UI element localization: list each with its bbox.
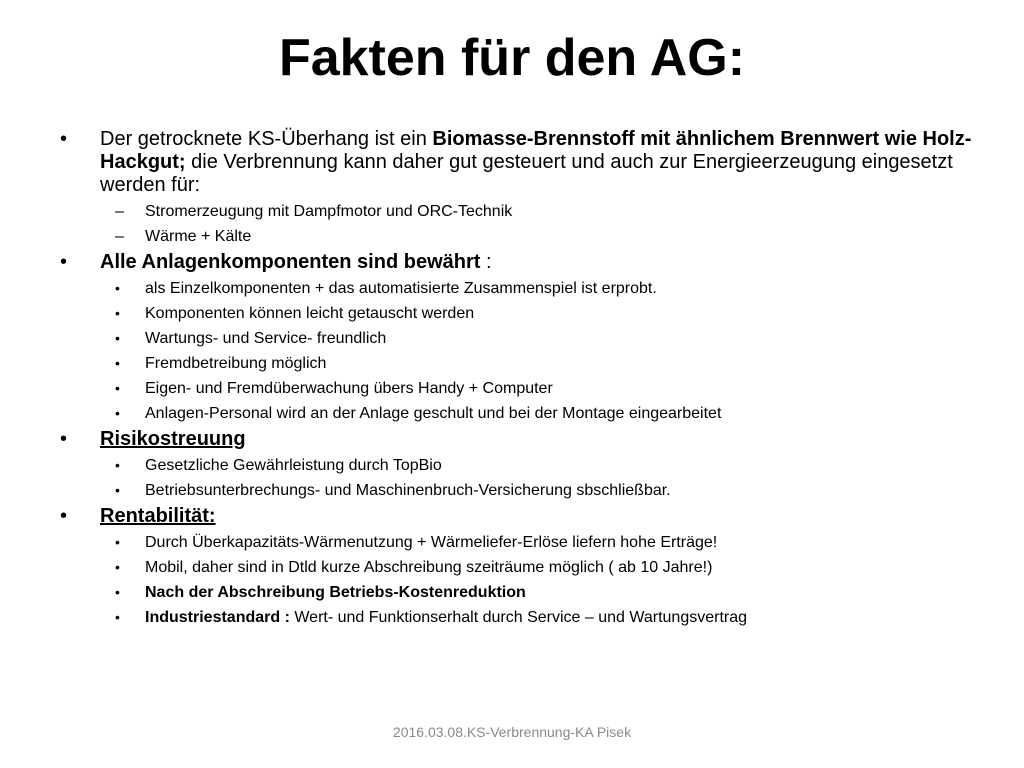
slide-footer: 2016.03.08.KS-Verbrennung-KA Pisek (392, 724, 632, 740)
sub-item-text: Durch Überkapazitäts-Wärmenutzung + Wärmeliefer-Erlöse liefern hohe Erträge! (145, 534, 718, 551)
bullet-item-risikostreuung (60, 428, 985, 451)
item-text: die Verbrennung kann daher gut gesteuert und auch zur Energieerzeugung eingesetzt werden für: (100, 151, 953, 196)
sub-item-text: Anlagen-Personal wird an der Anlage geschult und bei der Montage eingearbeitet (145, 405, 722, 422)
bullet-item-komponenten (60, 251, 985, 274)
bullet-marker: • (115, 457, 120, 473)
bullet-marker: • (115, 330, 120, 346)
dash-marker: – (115, 203, 124, 220)
sub-item-text: Fremdbetreibung möglich (145, 355, 327, 372)
sub-item-text: Stromerzeugung mit Dampfmotor und ORC-Technik (145, 203, 513, 220)
bullet-marker: • (115, 482, 120, 498)
sub-item-text: Wärme + Kälte (145, 228, 252, 245)
sub-item-bold-text: Nach der Abschreibung Betriebs-Kostenreduktion (145, 584, 526, 601)
sub-item-text: Wartungs- und Service- freundlich (145, 330, 387, 347)
sub-item (60, 328, 985, 349)
slide-title: Fakten für den AG: (278, 29, 746, 87)
bullet-marker: • (60, 128, 68, 150)
sub-item (60, 278, 985, 299)
bullet-marker: • (115, 355, 120, 371)
item-bold-text: Alle Anlagenkomponenten sind bewährt (100, 251, 481, 273)
sub-item (60, 557, 985, 578)
sub-item (60, 480, 985, 501)
bullet-marker: • (115, 609, 120, 625)
bullet-marker: • (115, 280, 120, 296)
bullet-marker: • (60, 505, 68, 527)
item-text: : (480, 251, 492, 273)
sub-item (60, 201, 985, 222)
section-heading: Rentabilität: (100, 505, 216, 527)
item-bold-text: Biomasse-Brennstoff mit ähnlichem Brennwert wie Holz-Hackgut; (100, 128, 972, 173)
sub-item (60, 303, 985, 324)
sub-item-text: Eigen- und Fremdüberwachung übers Handy + Computer (145, 380, 553, 397)
bullet-marker: • (115, 534, 120, 550)
sub-item (60, 353, 985, 374)
bullet-marker: • (115, 405, 120, 421)
dash-marker: – (115, 228, 124, 245)
sub-item-text: Wert- und Funktionserhalt durch Service – und Wartungsvertrag (294, 609, 748, 626)
sub-item-text: Betriebsunterbrechungs- und Maschinenbruch-Versicherung sbschließbar. (145, 482, 671, 499)
sub-item (60, 607, 985, 628)
sub-item (60, 455, 985, 476)
section-heading: Risikostreuung (100, 428, 246, 450)
sub-item-text: Komponenten können leicht getauscht werden (145, 305, 475, 322)
sub-item-text: Gesetzliche Gewährleistung durch TopBio (145, 457, 442, 474)
sub-item-text: Mobil, daher sind in Dtld kurze Abschreibung szeiträume möglich ( ab 10 Jahre!) (145, 559, 713, 576)
bullet-marker: • (115, 305, 120, 321)
sub-item (60, 378, 985, 399)
bullet-marker: • (60, 251, 68, 273)
sub-item-bold-text: Industriestandard : (145, 609, 295, 626)
slide-body (60, 128, 985, 632)
sub-item (60, 532, 985, 553)
sub-item (60, 403, 985, 424)
bullet-item-rentabilitaet (60, 505, 985, 528)
bullet-marker: • (115, 584, 120, 600)
item-text: Der getrocknete KS-Überhang ist ein (100, 128, 433, 150)
bullet-item-brennstoff (60, 128, 985, 197)
bullet-marker: • (60, 428, 68, 450)
sub-item (60, 226, 985, 247)
bullet-marker: • (115, 380, 120, 396)
sub-item (60, 582, 985, 603)
sub-item-text: als Einzelkomponenten + das automatisierte Zusammenspiel ist erprobt. (145, 280, 657, 297)
bullet-marker: • (115, 559, 120, 575)
